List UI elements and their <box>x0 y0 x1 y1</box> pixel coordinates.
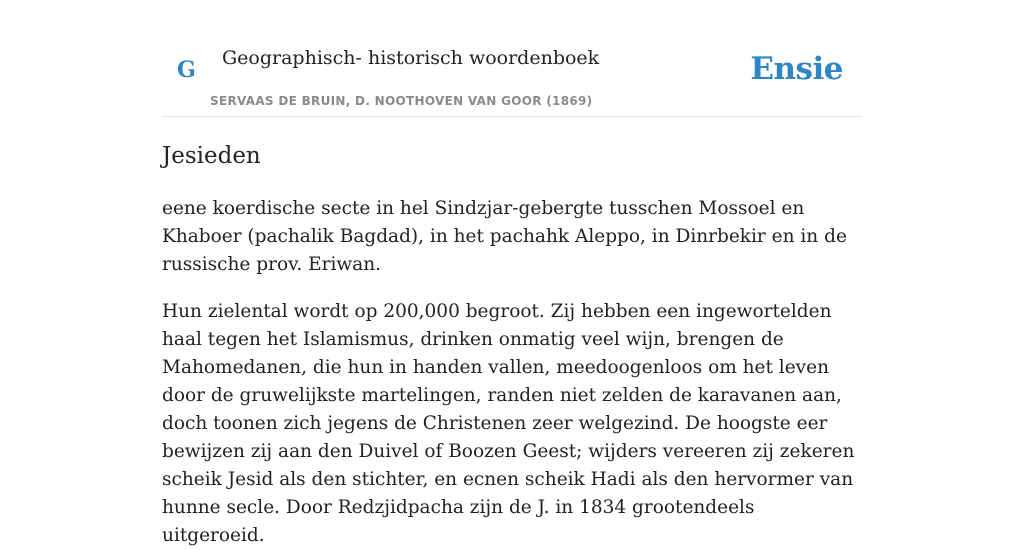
book-authors: SERVAAS DE BRUIN, D. NOOTHOVEN VAN GOOR (1869) <box>210 94 593 108</box>
ensie-logo-link[interactable]: Ensie <box>750 51 843 87</box>
book-header <box>162 0 862 117</box>
entry-paragraph-1: eene koerdische secte in hel Sindzjar-gebergte tusschen Mossoel en Khaboer (pachalik Bagdad), in het pachahk Aleppo, in Dinrbekir en in de russische prov. Eriwan. <box>162 198 847 275</box>
book-title-link[interactable]: Geographisch- historisch woordenboek <box>222 47 600 69</box>
entry-paragraph-2: Hun zielental wordt op 200,000 begroot. Zij hebben een ingewortelden haal tegen het Islamismus, drinken onmatig veel wijn, brengen de Mahomedanen, die hun in handen vallen, meedoogenloos om het leven door de gruwelijkste martelingen, randen niet zelden de karavanen aan, doch toonen zich jegens de Christenen zeer welgezind. De hoogste eer bewijzen zij aan den Duivel of Boozen Geest; wijders vereeren zij zekeren scheik Jesid als den stichter, en ecnen scheik Hadi als den hervormer van hunne secle. Door Redzjidpacha zijn de J. in 1834 grootendeels uitgeroeid. <box>162 301 855 546</box>
entry-title: Jesieden <box>162 143 261 169</box>
book-logo-letter[interactable]: G <box>177 57 196 83</box>
page-container <box>162 0 862 550</box>
